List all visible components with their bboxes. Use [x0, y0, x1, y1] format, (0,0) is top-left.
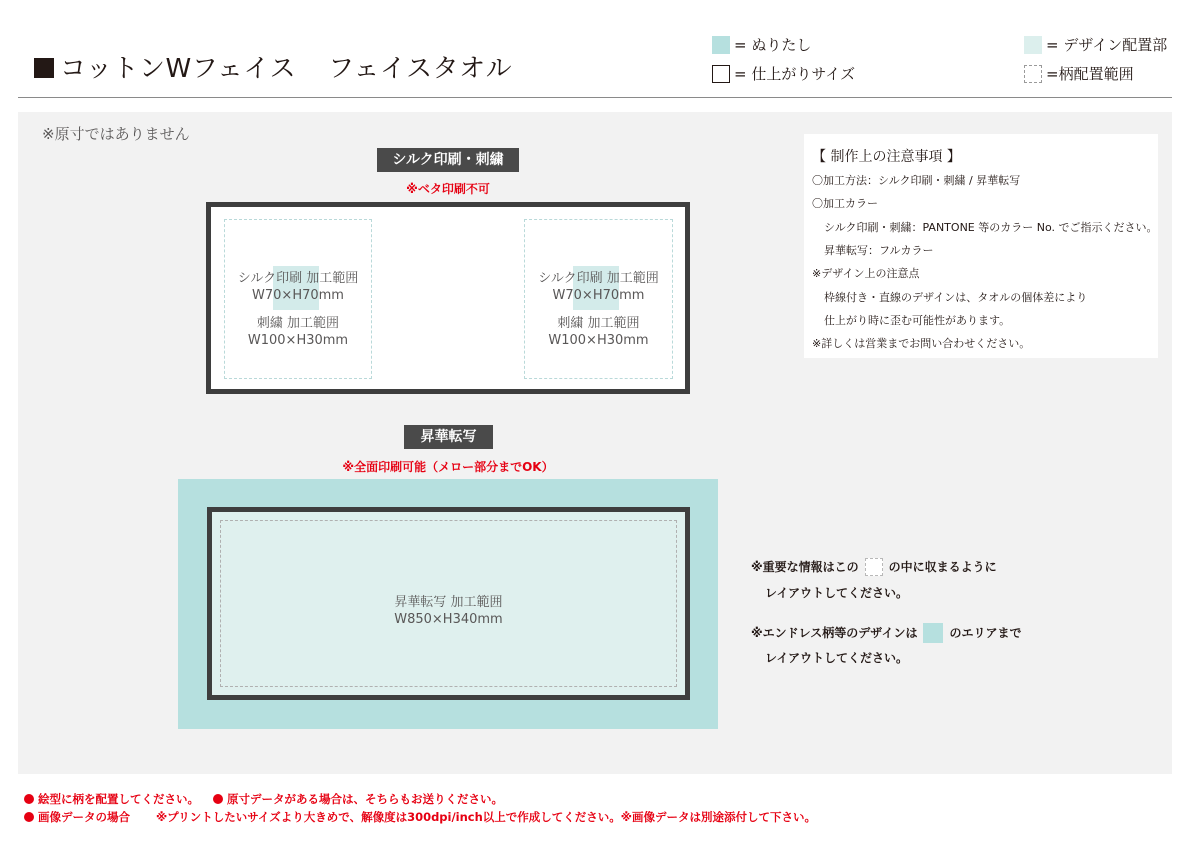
towel-outline-sublimation — [207, 507, 690, 700]
legend-bleed — [712, 34, 811, 55]
legend-finish — [712, 63, 855, 84]
sublimation-note: ※全面印刷可能（メロー部分までOK） — [342, 460, 554, 474]
footer-line2-a: 画像データの場合 — [38, 810, 130, 824]
footer-line1-a: 絵型に柄を配置してください。 — [38, 792, 199, 806]
notes-design-1: 枠線付き・直線のデザインは、タオルの個体差により — [824, 291, 1088, 304]
endless-note-a: ※エンドレス柄等のデザインは — [751, 626, 918, 640]
notes-color-silk: シルク印刷・刺繍：PANTONE 等のカラー No. でご指示ください。 — [824, 221, 1158, 234]
footer-line-2 — [24, 809, 816, 825]
footer-line1-b: 原寸データがある場合は、そちらもお送りください。 — [227, 792, 503, 806]
footer-line2-b: ※プリントしたいサイズより大きめで、解像度は300dpi/inch以上で作成してください。※画像データは別途添付して下さい。 — [156, 810, 816, 824]
embroidery-size: W100×H30mm — [247, 333, 349, 348]
bleed-box-icon — [923, 623, 943, 643]
silk-label: シルク印刷 加工範囲 — [237, 271, 359, 286]
embroidery-size: W100×H30mm — [548, 333, 649, 348]
sublimation-tag: 昇華転写 — [404, 425, 493, 449]
endless-note-b: のエリアまで — [949, 626, 1022, 640]
pattern-swatch-icon — [1024, 65, 1042, 83]
bullet-icon — [24, 812, 34, 822]
important-note-b: の中に収まるように — [888, 560, 997, 574]
design-swatch-icon — [1024, 36, 1042, 54]
sublimation-label: 昇華転写 加工範囲 — [394, 595, 503, 610]
endless-note — [751, 623, 1021, 643]
layout-note-2: レイアウトしてください。 — [765, 651, 909, 665]
footer-line-1 — [24, 791, 503, 807]
title-subtitle: フェイスタオル — [328, 54, 513, 84]
sublimation-size: W850×H340mm — [394, 612, 503, 627]
notes-method: 〇加工方法：シルク印刷・刺繍 / 昇華転写 — [812, 174, 1021, 187]
legend-design-label: = デザイン配置部 — [1046, 36, 1168, 54]
legend-finish-label: = 仕上がりサイズ — [734, 65, 856, 83]
notes-design-head: ※デザイン上の注意点 — [812, 267, 920, 280]
legend-pattern-label: =柄配置範囲 — [1046, 65, 1134, 83]
silk-label: シルク印刷 加工範囲 — [538, 271, 659, 286]
title-product: コットンWフェイス — [60, 54, 297, 84]
bleed-swatch-icon — [712, 36, 730, 54]
legend-bleed-label: = ぬりたし — [734, 36, 812, 54]
bullet-icon — [24, 794, 34, 804]
production-notes — [804, 134, 1158, 358]
silk-size: W70×H70mm — [552, 288, 645, 303]
notes-color: 〇加工カラー — [812, 197, 878, 210]
title-square-icon — [34, 58, 54, 78]
legend-design — [1024, 34, 1167, 55]
notes-heading: 【 制作上の注意事項 】 — [812, 149, 961, 165]
finish-swatch-icon — [712, 65, 730, 83]
towel-outline-silk — [206, 202, 690, 394]
embroidery-label: 刺繍 加工範囲 — [256, 316, 340, 331]
dashed-box-icon — [865, 558, 883, 576]
not-actual-size-note: ※原寸ではありません — [42, 125, 190, 143]
silk-warning: ※ベタ印刷不可 — [406, 182, 490, 196]
important-note — [751, 558, 997, 576]
layout-note-1: レイアウトしてください。 — [765, 586, 909, 600]
silk-zone-left — [224, 219, 372, 379]
notes-color-sub: 昇華転写：フルカラー — [824, 244, 934, 257]
notes-design-2: 仕上がり時に歪む可能性があります。 — [824, 314, 1011, 327]
silk-zone-right — [524, 219, 673, 379]
embroidery-label: 刺繍 加工範囲 — [557, 316, 640, 331]
page-title — [34, 48, 512, 85]
important-note-a: ※重要な情報はこの — [751, 560, 859, 574]
bullet-icon — [213, 794, 223, 804]
silk-tag: シルク印刷・刺繍 — [377, 148, 519, 172]
legend-pattern — [1024, 63, 1134, 84]
silk-size: W70×H70mm — [252, 288, 344, 303]
header-divider — [18, 97, 1172, 98]
notes-contact: ※詳しくは営業までお問い合わせください。 — [812, 337, 1031, 350]
